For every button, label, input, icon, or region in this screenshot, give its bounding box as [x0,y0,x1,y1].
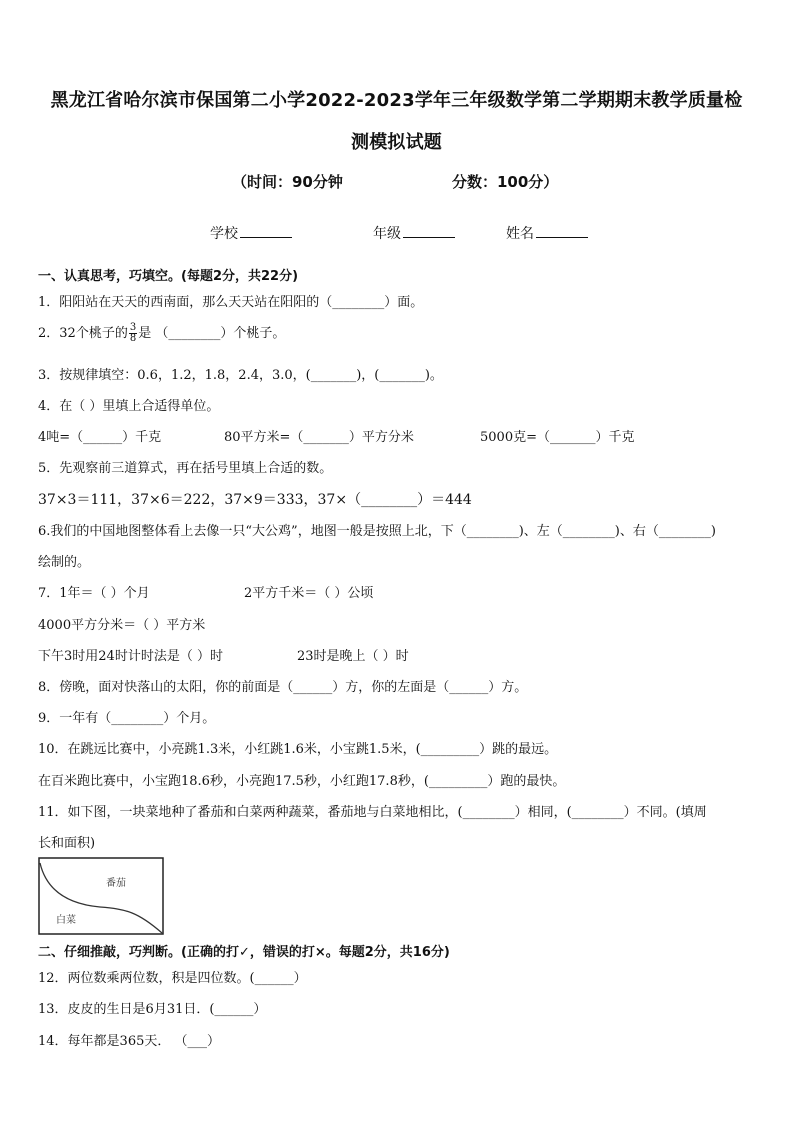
school-field [210,223,292,243]
question-6: 6.我们的中国地图整体看上去像一只“大公鸡”，地图一般是按照上北，下（________)、左（________)、右（________) [38,524,716,539]
question-7-b: 2平方千米＝（ ）公顷 [244,586,374,601]
question-4: 4．在（ ）里填上合适得单位。 [38,399,220,414]
school-blank [240,225,292,238]
question-7-d: 下午3时用24时计时法是（ ）时 [38,649,223,664]
cabbage-label: 白菜 [56,915,76,926]
name-field [506,223,588,243]
question-7-c: 4000平方分米＝（ ）平方米 [38,618,206,633]
name-blank [536,225,588,238]
grade-label: 年级 [373,226,401,242]
question-2-suffix: 是 （________）个桃子。 [138,326,286,341]
question-11: 11．如下图，一块菜地种了番茄和白菜两种蔬菜，番茄地与白菜地相比，(________）相同，(________）不同。(填周 [38,805,707,820]
question-2 [38,322,285,344]
question-7-e: 23时是晚上（ ）时 [297,649,409,664]
question-4-a: 4吨=（______）千克 [38,430,162,445]
question-4-c: 5000克=（_______）千克 [480,430,635,445]
question-14: 14．每年都是365天． （___） [38,1034,220,1049]
question-2-prefix: 2．32个桃子的 [38,326,128,341]
question-5: 5．先观察前三道算式，再在括号里填上合适的数。 [38,461,333,476]
question-12: 12．两位数乘两位数，积是四位数。(______） [38,971,307,986]
question-4-b: 80平方米=（_______）平方分米 [224,430,414,445]
question-13: 13．皮皮的生日是6月31日．(______） [38,1002,267,1017]
fraction-numerator: 3 [129,322,137,333]
question-5-equations: 37×3＝111，37×6＝222，37×9＝333，37×（________）＝444 [38,492,472,508]
question-9: 9．一年有（________）个月。 [38,711,216,726]
section-2-heading: 二、仔细推敲，巧判断。(正确的打✓，错误的打×。每题2分，共16分) [38,945,450,960]
time-limit: （时间：90分钟 [232,173,343,191]
question-3: 3．按规律填空：0.6，1.2，1.8，2.4，3.0，(_______)，(_______)。 [38,368,443,383]
question-8: 8．傍晚，面对快落山的太阳，你的前面是（______）方，你的左面是（______）方。 [38,680,528,695]
tomato-label: 番茄 [106,878,126,889]
fraction [129,323,137,344]
fraction-denominator: 8 [129,333,137,344]
school-label: 学校 [210,226,238,242]
question-1: 1．阳阳站在天天的西南面，那么天天站在阳阳的（________）面。 [38,295,424,310]
grade-blank [403,225,455,238]
section-1-heading: 一、认真思考，巧填空。(每题2分，共22分) [38,269,299,284]
grade-field [373,223,455,243]
question-10: 10．在跳远比赛中，小亮跳1.3米，小红跳1.6米，小宝跳1.5米，(_________）跳的最远。 [38,742,558,757]
question-10-b: 在百米跑比赛中，小宝跑18.6秒，小亮跑17.5秒，小红跑17.8秒，(_________）跑的最快。 [38,774,566,789]
name-label: 姓名 [506,226,534,242]
total-score: 分数：100分） [452,173,559,191]
exam-title-line1: 黑龙江省哈尔滨市保国第二小学2022-2023学年三年级数学第二学期期末教学质量检 [50,90,743,111]
question-7-a: 7．1年＝（ ）个月 [38,586,150,601]
question-11-cont: 长和面积) [38,836,96,851]
question-6-cont: 绘制的。 [38,555,91,570]
vegetable-plot-figure [38,857,164,935]
exam-title-line2: 测模拟试题 [351,132,442,153]
